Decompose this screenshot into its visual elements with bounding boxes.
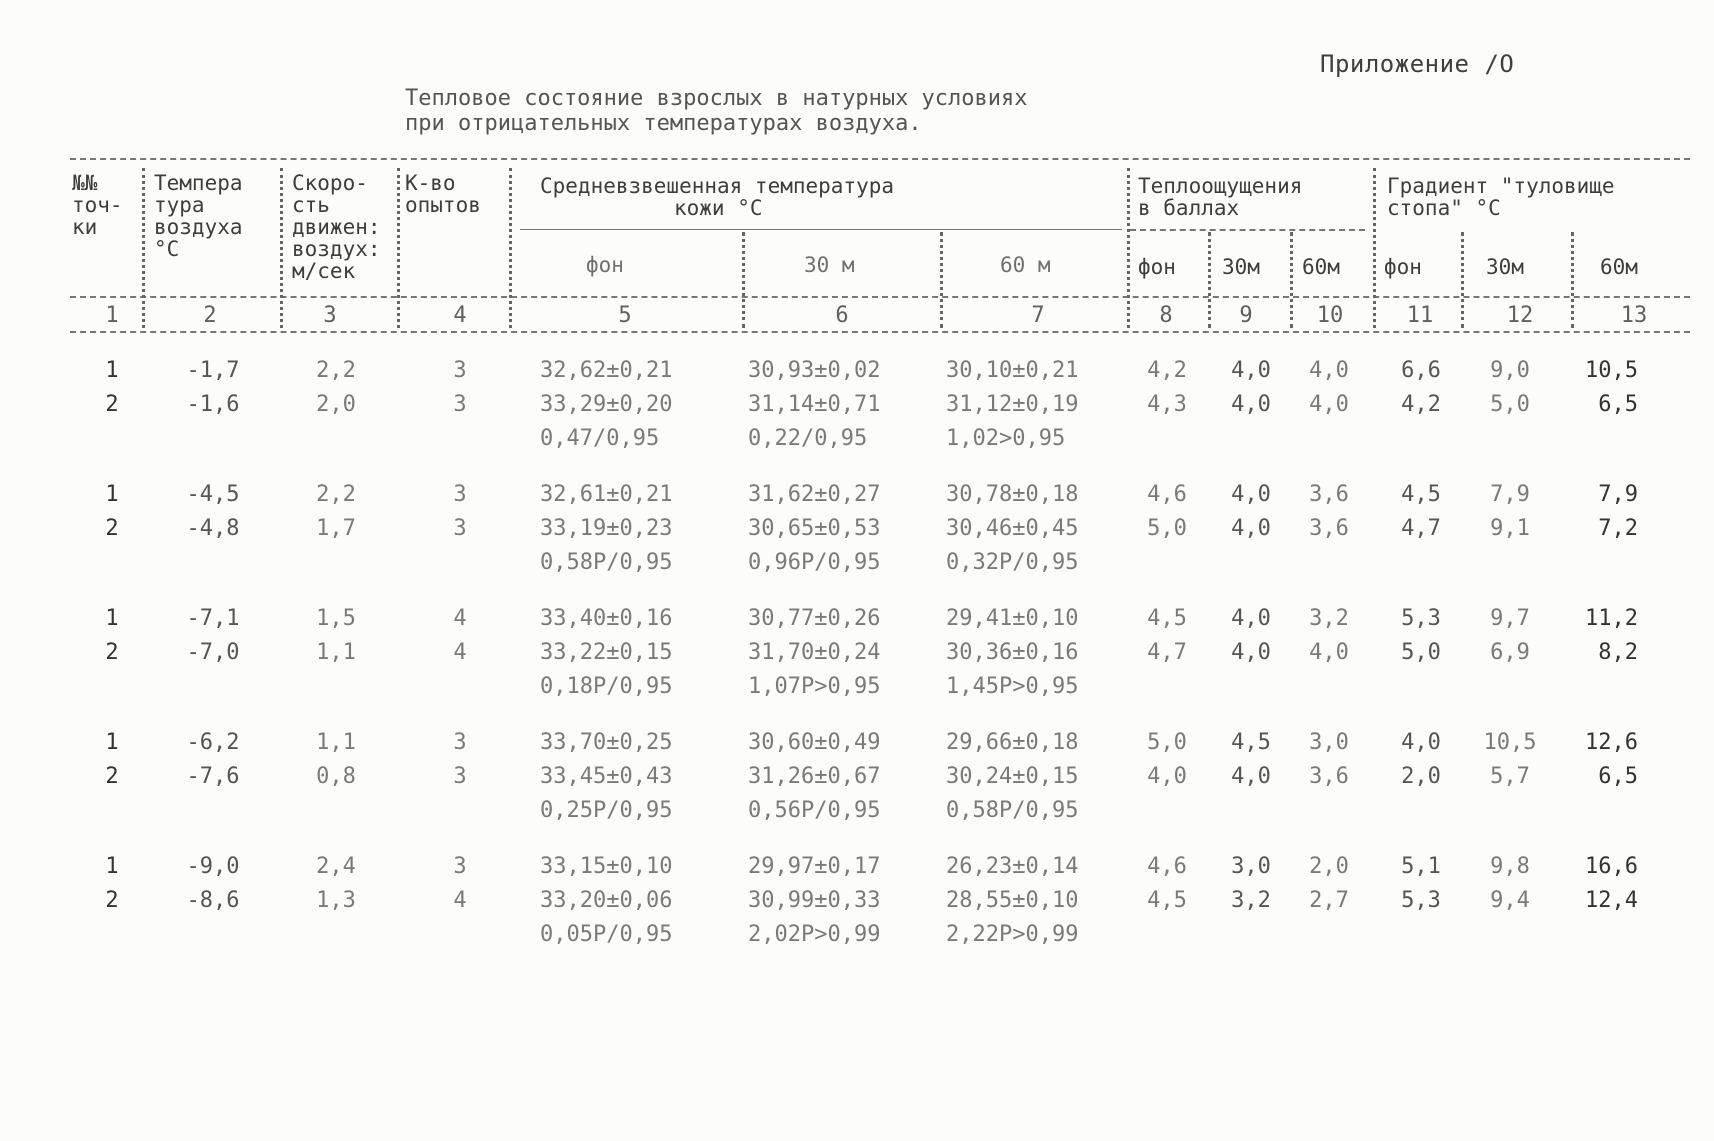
column-number: 5	[618, 303, 632, 328]
table-cell: 2,2	[316, 358, 356, 383]
table-cell: 29,41±0,10	[946, 606, 1079, 631]
col-sep-6	[940, 232, 943, 328]
table-cell: 33,45±0,43	[540, 764, 673, 789]
table-cell: 2,0	[1401, 764, 1441, 789]
table-cell: 3	[453, 516, 467, 541]
table-cell: 3,0	[1231, 854, 1271, 879]
table-cell: 2,0	[1309, 854, 1349, 879]
table-cell: 28,55±0,10	[946, 888, 1079, 913]
table-cell: 9,0	[1490, 358, 1530, 383]
table-cell: 1	[105, 606, 119, 631]
column-number: 2	[203, 303, 217, 328]
table-cell: 4,5	[1231, 730, 1271, 755]
table-cell: -6,2	[186, 730, 240, 755]
subheader-gradient-background: фон	[1384, 255, 1422, 279]
table-cell: -8,6	[186, 888, 240, 913]
document-title	[405, 86, 1028, 136]
table-cell: 4,0	[1231, 606, 1271, 631]
table-cell: 12,6	[1585, 730, 1638, 755]
table-cell: 4,3	[1147, 392, 1187, 417]
table-cell: 29,97±0,17	[748, 854, 881, 879]
table-cell: 4,0	[1231, 640, 1271, 665]
table-cell: 5,1	[1401, 854, 1441, 879]
title-line-1: Тепловое состояние взрослых в натурных условиях	[405, 86, 1028, 111]
table-cell: 31,12±0,19	[946, 392, 1079, 417]
table-cell: 2	[105, 888, 119, 913]
table-cell: 1,3	[316, 888, 356, 913]
column-number: 13	[1620, 303, 1648, 328]
heat-group-underline	[1130, 229, 1365, 231]
header-skin-temperature-group: Средневзвешенная температура кожи °С	[540, 174, 895, 220]
significance-cell: 1,07P>0,95	[748, 674, 881, 699]
table-cell: 33,70±0,25	[540, 730, 673, 755]
table-cell: 1	[105, 482, 119, 507]
table-cell: 2	[105, 764, 119, 789]
header-experiments-count: К-во опытов	[405, 171, 481, 217]
header-bottom-rule	[70, 296, 1690, 298]
significance-cell: 0,25P/0,95	[540, 798, 673, 823]
table-cell: -4,5	[186, 482, 240, 507]
column-number: 8	[1159, 303, 1173, 328]
significance-cell: 0,32P/0,95	[946, 550, 1079, 575]
table-cell: 5,0	[1147, 516, 1187, 541]
table-cell: 3,6	[1309, 516, 1349, 541]
column-number: 1	[105, 303, 119, 328]
table-cell: 32,61±0,21	[540, 482, 673, 507]
column-number: 6	[835, 303, 849, 328]
table-top-rule	[70, 158, 1690, 160]
table-cell: 1,7	[316, 516, 356, 541]
table-cell: -7,1	[186, 606, 240, 631]
table-cell: 3	[453, 482, 467, 507]
table-cell: 9,8	[1490, 854, 1530, 879]
table-cell: 4	[453, 606, 467, 631]
column-number: 4	[453, 303, 467, 328]
table-cell: -7,0	[186, 640, 240, 665]
column-number: 3	[323, 303, 337, 328]
table-cell: 4,7	[1147, 640, 1187, 665]
column-number: 11	[1406, 303, 1434, 328]
significance-cell: 0,22/0,95	[748, 426, 868, 451]
significance-cell: 0,58P/0,95	[540, 550, 673, 575]
table-cell: 30,46±0,45	[946, 516, 1079, 541]
table-cell: 31,14±0,71	[748, 392, 881, 417]
col-sep-5	[742, 232, 745, 328]
subheader-skin-background: фон	[586, 253, 624, 277]
table-cell: 7,9	[1598, 482, 1638, 507]
appendix-label: Приложение /О	[1320, 50, 1515, 78]
table-cell: -1,7	[186, 358, 240, 383]
table-cell: 3	[453, 854, 467, 879]
table-cell: 2,0	[316, 392, 356, 417]
table-cell: -9,0	[186, 854, 240, 879]
subheader-heat-30m: 30м	[1222, 255, 1260, 279]
numbers-bottom-rule	[70, 331, 1690, 333]
table-cell: 6,9	[1490, 640, 1530, 665]
table-cell: 31,70±0,24	[748, 640, 881, 665]
table-cell: 7,2	[1598, 516, 1638, 541]
significance-cell: 0,47/0,95	[540, 426, 660, 451]
table-cell: 3,2	[1309, 606, 1349, 631]
table-cell: 4,0	[1309, 358, 1349, 383]
table-cell: 1,5	[316, 606, 356, 631]
significance-cell: 1,02>0,95	[946, 426, 1066, 451]
table-cell: 2	[105, 392, 119, 417]
header-air-speed: Скоро- сть движен: воздух: м/сек	[292, 171, 381, 283]
table-cell: 5,3	[1401, 606, 1441, 631]
table-cell: 4,5	[1401, 482, 1441, 507]
col-sep-10	[1373, 168, 1376, 328]
table-cell: 30,10±0,21	[946, 358, 1079, 383]
table-cell: 1	[105, 358, 119, 383]
table-cell: 11,2	[1585, 606, 1638, 631]
table-cell: 4,0	[1309, 640, 1349, 665]
table-cell: 5,0	[1401, 640, 1441, 665]
table-cell: 30,99±0,33	[748, 888, 881, 913]
table-cell: 4,7	[1401, 516, 1441, 541]
table-cell: -4,8	[186, 516, 240, 541]
header-heat-sensation-group: Теплоощущения в баллах	[1138, 174, 1303, 220]
table-cell: 30,60±0,49	[748, 730, 881, 755]
table-cell: 33,19±0,23	[540, 516, 673, 541]
col-sep-7	[1127, 168, 1130, 328]
table-cell: 6,5	[1598, 392, 1638, 417]
table-cell: 30,36±0,16	[946, 640, 1079, 665]
table-cell: 4,0	[1401, 730, 1441, 755]
table-cell: -1,6	[186, 392, 240, 417]
table-cell: 3,2	[1231, 888, 1271, 913]
table-cell: 5,3	[1401, 888, 1441, 913]
header-air-temperature: Темпера тура воздуха °С	[154, 171, 243, 261]
table-cell: 1,1	[316, 730, 356, 755]
table-cell: 2,4	[316, 854, 356, 879]
table-cell: 33,40±0,16	[540, 606, 673, 631]
table-cell: 4,0	[1231, 764, 1271, 789]
table-cell: 4,5	[1147, 606, 1187, 631]
table-cell: 8,2	[1598, 640, 1638, 665]
table-cell: 10,5	[1585, 358, 1638, 383]
table-cell: 5,0	[1147, 730, 1187, 755]
table-cell: 30,77±0,26	[748, 606, 881, 631]
subheader-gradient-60m: 60м	[1600, 255, 1638, 279]
subheader-heat-60m: 60м	[1302, 255, 1340, 279]
table-cell: 2	[105, 516, 119, 541]
table-cell: 9,1	[1490, 516, 1530, 541]
table-cell: 9,7	[1490, 606, 1530, 631]
table-cell: 30,24±0,15	[946, 764, 1079, 789]
table-cell: 6,6	[1401, 358, 1441, 383]
table-cell: 33,15±0,10	[540, 854, 673, 879]
table-cell: 1	[105, 854, 119, 879]
table-cell: 30,93±0,02	[748, 358, 881, 383]
table-cell: 1,1	[316, 640, 356, 665]
table-cell: 4,6	[1147, 854, 1187, 879]
significance-cell: 0,96P/0,95	[748, 550, 881, 575]
table-cell: 4	[453, 640, 467, 665]
table-cell: 3	[453, 358, 467, 383]
significance-cell: 0,05P/0,95	[540, 922, 673, 947]
col-sep-2	[280, 168, 283, 328]
table-cell: 12,4	[1585, 888, 1638, 913]
header-gradient-group: Градиент "туловище стопа" °С	[1387, 174, 1615, 220]
table-cell: 33,29±0,20	[540, 392, 673, 417]
column-number: 9	[1239, 303, 1253, 328]
table-cell: 4	[453, 888, 467, 913]
table-cell: 31,62±0,27	[748, 482, 881, 507]
table-cell: 29,66±0,18	[946, 730, 1079, 755]
subheader-skin-30m: 30 м	[804, 253, 855, 277]
table-cell: 2,7	[1309, 888, 1349, 913]
table-cell: 30,65±0,53	[748, 516, 881, 541]
col-sep-9	[1290, 232, 1293, 328]
table-cell: 32,62±0,21	[540, 358, 673, 383]
significance-cell: 2,22P>0,99	[946, 922, 1079, 947]
table-cell: 9,4	[1490, 888, 1530, 913]
table-cell: 7,9	[1490, 482, 1530, 507]
table-cell: 4,2	[1401, 392, 1441, 417]
col-sep-4	[509, 168, 512, 328]
table-cell: 5,0	[1490, 392, 1530, 417]
column-number: 7	[1031, 303, 1045, 328]
table-cell: 0,8	[316, 764, 356, 789]
table-cell: 30,78±0,18	[946, 482, 1079, 507]
skin-group-underline	[520, 229, 1122, 230]
col-sep-3	[397, 168, 400, 328]
title-line-2: при отрицательных температурах воздуха.	[405, 111, 922, 136]
header-point-number: №№ точ- ки	[72, 171, 123, 239]
table-cell: 4,0	[1231, 358, 1271, 383]
table-cell: 4,0	[1231, 482, 1271, 507]
table-cell: 4,0	[1231, 516, 1271, 541]
table-cell: 2	[105, 640, 119, 665]
table-cell: 4,5	[1147, 888, 1187, 913]
col-sep-12	[1571, 232, 1574, 328]
subheader-gradient-30m: 30м	[1486, 255, 1524, 279]
table-cell: 3,0	[1309, 730, 1349, 755]
table-cell: 4,6	[1147, 482, 1187, 507]
table-cell: 2,2	[316, 482, 356, 507]
significance-cell: 0,18P/0,95	[540, 674, 673, 699]
col-sep-8	[1208, 232, 1211, 328]
table-cell: 6,5	[1598, 764, 1638, 789]
table-cell: 10,5	[1483, 730, 1537, 755]
col-sep-1	[142, 168, 145, 328]
table-cell: 31,26±0,67	[748, 764, 881, 789]
significance-cell: 0,58P/0,95	[946, 798, 1079, 823]
table-cell: 4,0	[1231, 392, 1271, 417]
table-cell: 3	[453, 730, 467, 755]
table-cell: 33,22±0,15	[540, 640, 673, 665]
table-cell: -7,6	[186, 764, 240, 789]
table-cell: 4,2	[1147, 358, 1187, 383]
column-number: 12	[1506, 303, 1534, 328]
table-cell: 3,6	[1309, 482, 1349, 507]
subheader-skin-60m: 60 м	[1000, 253, 1051, 277]
table-cell: 33,20±0,06	[540, 888, 673, 913]
table-cell: 4,0	[1147, 764, 1187, 789]
table-cell: 3,6	[1309, 764, 1349, 789]
table-cell: 4,0	[1309, 392, 1349, 417]
table-cell: 1	[105, 730, 119, 755]
subheader-heat-background: фон	[1138, 255, 1176, 279]
table-cell: 26,23±0,14	[946, 854, 1079, 879]
table-cell: 16,6	[1585, 854, 1638, 879]
table-cell: 5,7	[1490, 764, 1530, 789]
table-cell: 3	[453, 764, 467, 789]
table-cell: 3	[453, 392, 467, 417]
significance-cell: 0,56P/0,95	[748, 798, 881, 823]
column-number: 10	[1316, 303, 1344, 328]
significance-cell: 2,02P>0,99	[748, 922, 881, 947]
significance-cell: 1,45P>0,95	[946, 674, 1079, 699]
col-sep-11	[1461, 232, 1464, 328]
